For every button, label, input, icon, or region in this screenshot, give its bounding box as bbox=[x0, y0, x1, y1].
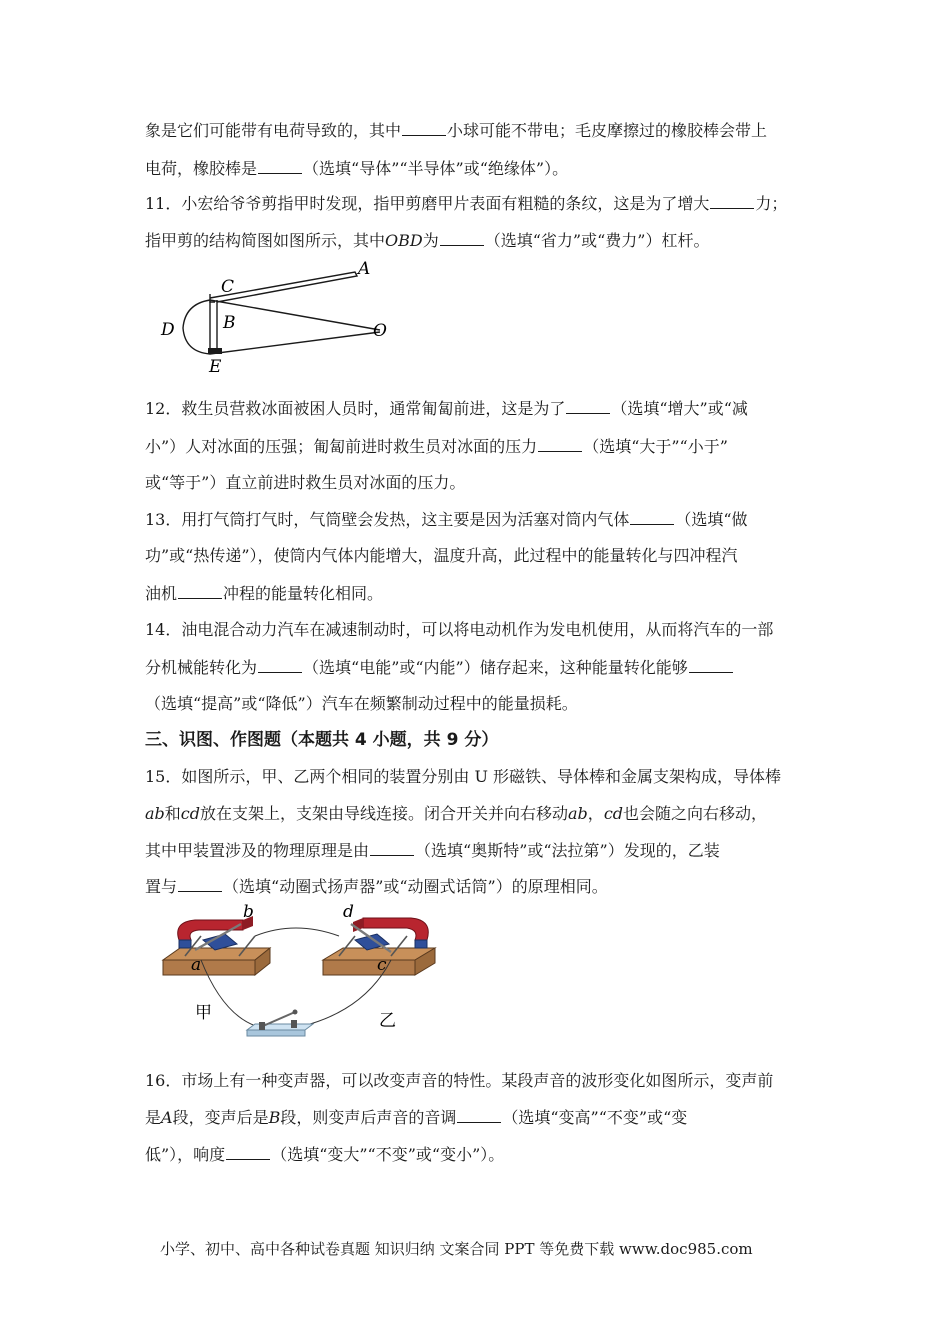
q14-text: （选填“电能”或“内能”）储存起来，这种能量转化能够 bbox=[303, 658, 688, 677]
q15-var: cd bbox=[180, 804, 200, 823]
q14-text: （选填“提高”或“降低”）汽车在频繁制动过程中的能量损耗。 bbox=[145, 694, 578, 713]
q13-line-2 bbox=[145, 546, 738, 566]
q15-text: 放在支架上，支架由导线连接。闭合开关并向右移动 bbox=[200, 804, 569, 823]
nail-clipper-figure bbox=[155, 258, 395, 376]
answer-blank[interactable] bbox=[710, 193, 754, 209]
q12-text: 12．救生员营救冰面被困人员时，通常匍匐前进，这是为了 bbox=[145, 399, 566, 418]
q11-line-1 bbox=[145, 193, 787, 214]
page-footer: 小学、初中、高中各种试卷真题 知识归纳 文案合同 PPT 等免费下载 www.doc985.com bbox=[160, 1240, 753, 1258]
q13-text: 油机 bbox=[145, 584, 178, 603]
q13-text: 功”或“热传递”），使筒内气体内能增大，温度升高，此过程中的能量转化与四冲程汽 bbox=[145, 546, 738, 565]
q11-text: 11．小宏给爷爷剪指甲时发现，指甲剪磨甲片表面有粗糙的条纹，这是为了增大 bbox=[145, 194, 710, 213]
q16-text: 段，变声后是 bbox=[172, 1108, 269, 1127]
q15-text: （选填“动圈式扬声器”或“动圈式话筒”）的原理相同。 bbox=[223, 877, 608, 896]
q15-text: 和 bbox=[164, 804, 181, 823]
label-yi: 乙 bbox=[379, 1011, 396, 1031]
q16-text: 16．市场上有一种变声器，可以改变声音的特性。某段声音的波形变化如图所示，变声前 bbox=[145, 1071, 774, 1090]
q15-line-1 bbox=[145, 767, 781, 787]
q15-line-3 bbox=[145, 840, 720, 861]
answer-blank[interactable] bbox=[538, 436, 582, 452]
q12-text: 或“等于”）直立前进时救生员对冰面的压力。 bbox=[145, 473, 466, 492]
q13-text: 冲程的能量转化相同。 bbox=[223, 584, 384, 603]
q11-text: 为 bbox=[422, 231, 439, 250]
q16-text: （选填“变大”“不变”或“变小”）。 bbox=[271, 1145, 505, 1164]
q13-line-1 bbox=[145, 509, 748, 530]
q12-line-2 bbox=[145, 436, 728, 457]
label-e: E bbox=[209, 357, 222, 376]
q11-text: 力； bbox=[755, 194, 788, 213]
q16-line-3 bbox=[145, 1144, 504, 1165]
q15-var: ab bbox=[145, 804, 165, 823]
q10-text: 象是它们可能带有电荷导致的，其中 bbox=[145, 121, 402, 140]
clipper-blade bbox=[208, 348, 222, 354]
answer-blank[interactable] bbox=[258, 657, 302, 673]
label-a: a bbox=[191, 955, 202, 975]
answer-blank[interactable] bbox=[630, 509, 674, 525]
label-o: O bbox=[373, 321, 387, 341]
wire-top bbox=[255, 928, 339, 936]
q10-text: 小球可能不带电；毛皮摩擦过的橡胶棒会带上 bbox=[447, 121, 768, 140]
switch bbox=[247, 1010, 313, 1037]
magnet-devices-figure bbox=[155, 900, 455, 1050]
q14-line-3 bbox=[145, 694, 578, 714]
label-a: A bbox=[358, 259, 371, 279]
q11-var: OBD bbox=[385, 231, 423, 250]
q11-text: 指甲剪的结构简图如图所示，其中 bbox=[145, 231, 386, 250]
q16-text: 低”），响度 bbox=[145, 1145, 226, 1164]
q10-text: 电荷，橡胶棒是 bbox=[145, 159, 258, 178]
q10-line-1 bbox=[145, 120, 767, 141]
answer-blank[interactable] bbox=[370, 840, 414, 856]
q12-line-3 bbox=[145, 473, 465, 493]
q15-text: 也会随之向右移动， bbox=[623, 804, 768, 823]
q16-var: B bbox=[268, 1108, 281, 1127]
q14-line-2 bbox=[145, 657, 734, 678]
answer-blank[interactable] bbox=[258, 158, 302, 174]
answer-blank[interactable] bbox=[440, 230, 484, 246]
q14-text: 分机械能转化为 bbox=[145, 658, 258, 677]
q16-line-1 bbox=[145, 1071, 773, 1091]
label-jia: 甲 bbox=[195, 1003, 212, 1023]
q12-text: （选填“大于”“小于” bbox=[583, 437, 728, 456]
device-jia bbox=[163, 916, 270, 975]
q12-text: 小”）人对冰面的压强；匍匐前进时救生员对冰面的压力 bbox=[145, 437, 538, 456]
q15-text: 15．如图所示，甲、乙两个相同的装置分别由 U 形磁铁、导体棒和金属支架构成，导体棒 bbox=[145, 767, 782, 786]
answer-blank[interactable] bbox=[689, 657, 733, 673]
q10-line-2 bbox=[145, 158, 568, 179]
q15-text: 其中甲装置涉及的物理原理是由 bbox=[145, 841, 370, 860]
q15-line-2 bbox=[145, 804, 767, 824]
q16-var: A bbox=[161, 1108, 173, 1127]
q16-text: （选填“变高”“不变”或“变 bbox=[502, 1108, 688, 1127]
q16-line-2 bbox=[145, 1107, 687, 1128]
q15-var: cd bbox=[603, 804, 624, 823]
q13-text: 13．用打气筒打气时，气筒壁会发热，这主要是因为活塞对筒内气体 bbox=[145, 510, 630, 529]
label-b: b bbox=[243, 902, 254, 922]
q15-text: （选填“奥斯特”或“法拉第”）发现的，乙装 bbox=[415, 841, 720, 860]
answer-blank[interactable] bbox=[178, 583, 222, 599]
q13-text: （选填“做 bbox=[675, 510, 748, 529]
q16-text: 段，则变声后声音的音调 bbox=[280, 1108, 457, 1127]
q16-text: 是 bbox=[145, 1108, 162, 1127]
section-heading: 三、识图、作图题（本题共 4 小题，共 9 分） bbox=[145, 730, 499, 750]
q13-line-3 bbox=[145, 583, 383, 604]
label-d: D bbox=[161, 320, 175, 340]
q10-text: （选填“导体”“半导体”或“绝缘体”）。 bbox=[303, 159, 569, 178]
label-c: c bbox=[377, 955, 387, 975]
answer-blank[interactable] bbox=[178, 876, 222, 892]
q11-text: （选填“省力”或“费力”）杠杆。 bbox=[484, 231, 710, 250]
label-b: B bbox=[223, 313, 236, 333]
label-d: d bbox=[343, 902, 354, 922]
q15-text: ， bbox=[587, 804, 604, 823]
q14-text: 14．油电混合动力汽车在减速制动时，可以将电动机作为发电机使用，从而将汽车的一部 bbox=[145, 620, 774, 639]
answer-blank[interactable] bbox=[457, 1107, 501, 1123]
q12-text: （选填“增大”或“减 bbox=[611, 399, 748, 418]
q11-line-2 bbox=[145, 230, 709, 251]
answer-blank[interactable] bbox=[402, 120, 446, 136]
answer-blank[interactable] bbox=[226, 1144, 270, 1160]
q15-var: ab bbox=[568, 804, 588, 823]
clipper-lower-arm bbox=[183, 300, 380, 330]
label-c: C bbox=[221, 277, 235, 297]
q15-line-4 bbox=[145, 876, 608, 897]
q14-line-1 bbox=[145, 620, 773, 640]
q12-line-1 bbox=[145, 398, 748, 419]
answer-blank[interactable] bbox=[566, 398, 610, 414]
q15-text: 置与 bbox=[145, 877, 178, 896]
